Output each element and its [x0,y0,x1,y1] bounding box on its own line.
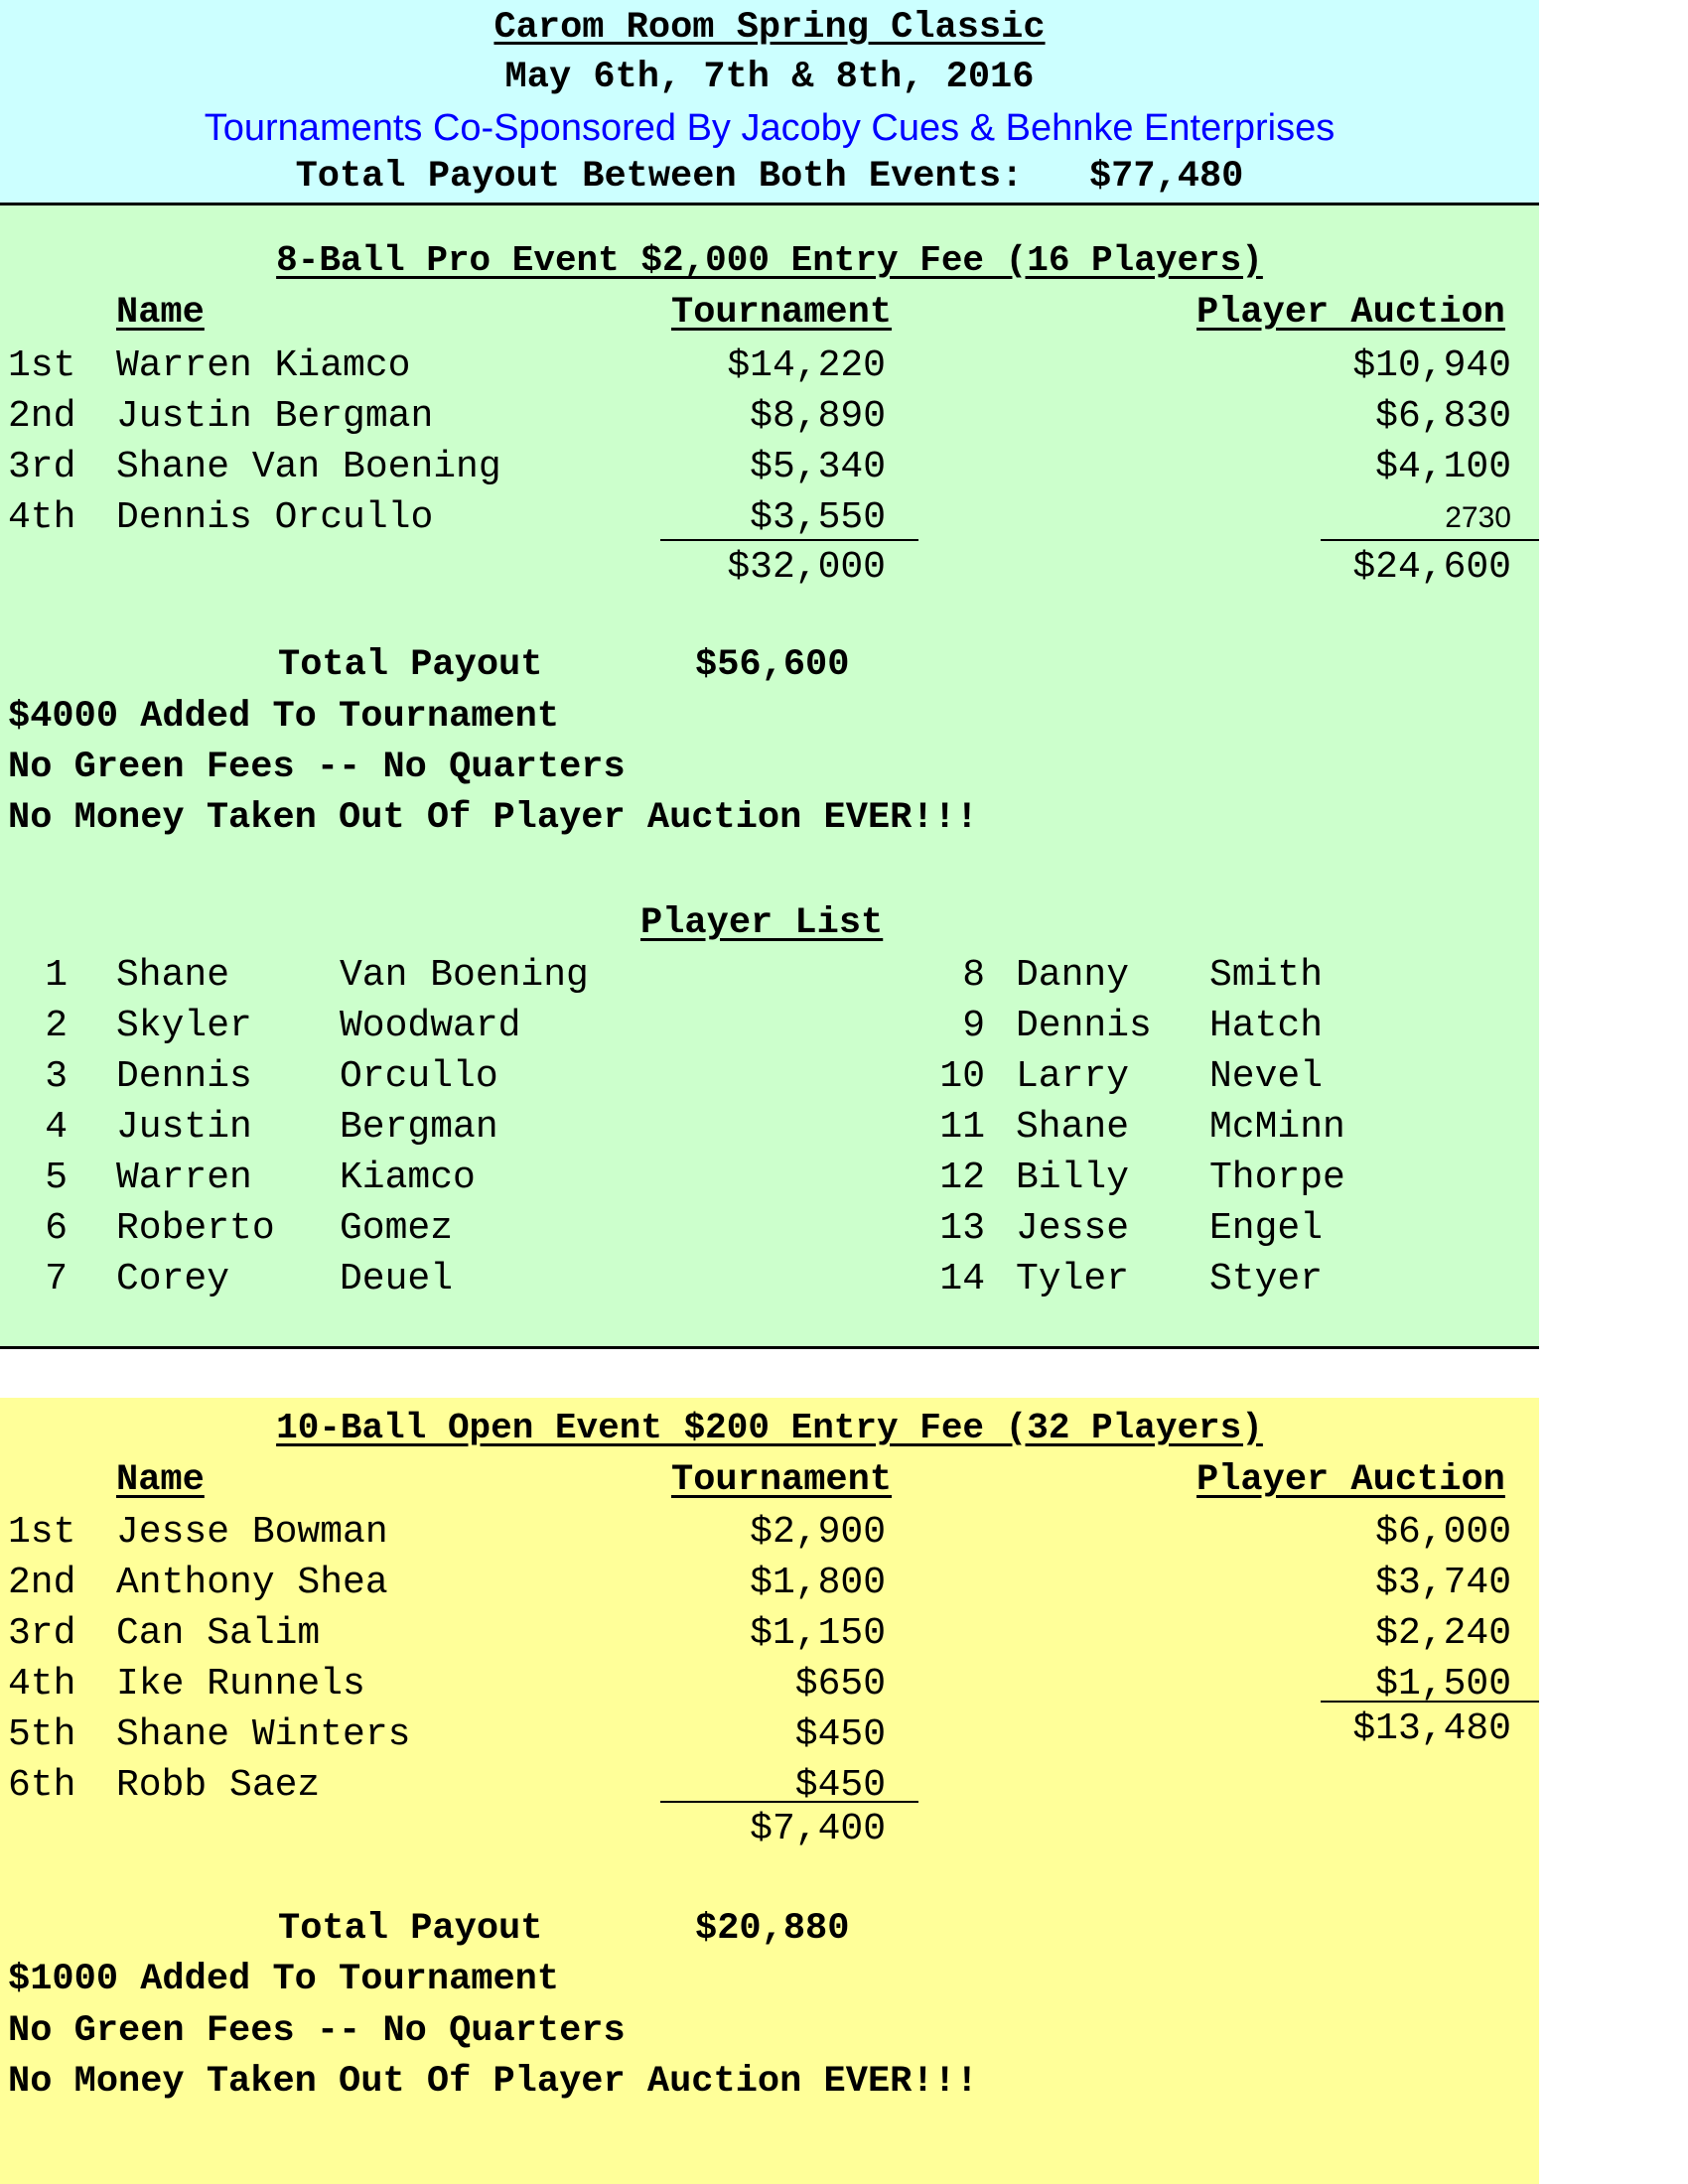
result-place: 3rd [8,1612,76,1655]
note-auction: No Money Taken Out Of Player Auction EVER!!! [8,2061,978,2103]
player-number: 13 [939,1207,985,1250]
total-payout-label: Total Payout [278,644,543,686]
player-last-name: Smith [1209,954,1324,997]
player-number: 1 [45,954,68,997]
auction-total: $13,480 [1352,1707,1511,1750]
player-last-name: Thorpe [1209,1157,1345,1199]
result-tournament: $1,150 [750,1612,886,1655]
player-number: 10 [939,1055,985,1098]
result-place: 3rd [8,446,76,488]
result-tournament: $8,890 [750,395,886,438]
result-place: 1st [8,1511,76,1554]
result-place: 1st [8,344,76,387]
player-last-name: Woodward [340,1005,521,1047]
note-auction: No Money Taken Out Of Player Auction EVER!!! [8,797,978,839]
player-last-name: Engel [1209,1207,1324,1250]
total-payout-value: $20,880 [695,1908,850,1950]
result-name: Justin Bergman [116,395,434,438]
player-number: 12 [939,1157,985,1199]
player-first-name: Jesse [1016,1207,1130,1250]
total-payout-value: $56,600 [695,644,850,686]
result-auction: $6,830 [1375,395,1511,438]
player-first-name: Dennis [116,1055,252,1098]
result-tournament: $2,900 [750,1511,886,1554]
ten-ball-title: 10-Ball Open Event $200 Entry Fee (32 Players) [276,1408,1263,1448]
sponsor-line: Tournaments Co-Sponsored By Jacoby Cues & Behnke Enterprises [204,107,1336,149]
result-tournament: $1,800 [750,1562,886,1604]
result-place: 5th [8,1713,76,1756]
player-first-name: Justin [116,1106,252,1149]
note-added: $4000 Added To Tournament [8,696,560,738]
player-first-name: Dennis [1016,1005,1152,1047]
player-last-name: Deuel [340,1258,454,1300]
player-last-name: Styer [1209,1258,1324,1300]
player-first-name: Shane [1016,1106,1130,1149]
player-number: 7 [45,1258,68,1300]
result-auction: $1,500 [1375,1663,1511,1706]
player-list-title: Player List [640,902,884,944]
note-added: $1000 Added To Tournament [8,1959,560,2000]
player-number: 9 [962,1005,985,1047]
player-last-name: Van Boening [340,954,589,997]
player-first-name: Shane [116,954,230,997]
result-name: Ike Runnels [116,1663,365,1706]
result-tournament: $450 [794,1764,886,1807]
player-first-name: Larry [1016,1055,1130,1098]
result-auction: $3,740 [1375,1562,1511,1604]
player-first-name: Danny [1016,954,1130,997]
col-header-tournament: Tournament [671,1459,893,1501]
result-auction: $10,940 [1352,344,1511,387]
auction-sum-rule [1321,1701,1539,1703]
eight-ball-title: 8-Ball Pro Event $2,000 Entry Fee (16 Players) [276,240,1263,281]
tournament-total: $32,000 [727,546,886,589]
player-last-name: Orcullo [340,1055,498,1098]
col-header-tournament: Tournament [671,292,893,334]
header-banner [0,0,1539,205]
player-first-name: Tyler [1016,1258,1130,1300]
event-dates: May 6th, 7th & 8th, 2016 [504,57,1035,98]
grand-total-label: Total Payout Between Both Events: [295,156,1024,198]
player-number: 5 [45,1157,68,1199]
result-auction: $4,100 [1375,446,1511,488]
player-number: 11 [939,1106,985,1149]
player-number: 4 [45,1106,68,1149]
player-first-name: Skyler [116,1005,252,1047]
player-last-name: Bergman [340,1106,498,1149]
player-last-name: Hatch [1209,1005,1324,1047]
auction-sum-rule [1321,539,1539,541]
col-header-auction: Player Auction [1196,292,1505,334]
tournament-sum-rule [660,539,918,541]
result-tournament: $450 [794,1713,886,1756]
result-name: Can Salim [116,1612,321,1655]
player-number: 2 [45,1005,68,1047]
result-tournament: $650 [794,1663,886,1706]
result-tournament: $5,340 [750,446,886,488]
result-place: 4th [8,496,76,539]
total-payout-label: Total Payout [278,1908,543,1950]
player-first-name: Roberto [116,1207,275,1250]
result-place: 2nd [8,395,76,438]
grand-total-line [0,156,1539,198]
col-header-name: Name [116,1459,205,1501]
result-auction: 2730 [1445,501,1511,534]
player-last-name: Nevel [1209,1055,1324,1098]
note-green-fees: No Green Fees -- No Quarters [8,2010,626,2052]
player-number: 3 [45,1055,68,1098]
result-place: 4th [8,1663,76,1706]
player-last-name: Gomez [340,1207,454,1250]
auction-total: $24,600 [1352,546,1511,589]
player-number: 6 [45,1207,68,1250]
player-last-name: McMinn [1209,1106,1345,1149]
ten-ball-section [0,1398,1539,2184]
result-auction: $2,240 [1375,1612,1511,1655]
event-title: Carom Room Spring Classic [493,7,1046,49]
result-auction: $6,000 [1375,1511,1511,1554]
col-header-name: Name [116,292,205,334]
grand-total-value: $77,480 [1088,156,1244,198]
result-name: Dennis Orcullo [116,496,434,539]
player-first-name: Corey [116,1258,230,1300]
result-name: Shane Winters [116,1713,411,1756]
tournament-sum-rule [660,1801,918,1803]
result-tournament: $14,220 [727,344,886,387]
result-name: Shane Van Boening [116,446,501,488]
result-name: Jesse Bowman [116,1511,388,1554]
result-tournament: $3,550 [750,496,886,539]
result-name: Anthony Shea [116,1562,388,1604]
result-name: Robb Saez [116,1764,321,1807]
eight-ball-section [0,205,1539,1349]
player-last-name: Kiamco [340,1157,476,1199]
player-first-name: Warren [116,1157,252,1199]
tournament-total: $7,400 [750,1808,886,1850]
player-number: 14 [939,1258,985,1300]
col-header-auction: Player Auction [1196,1459,1505,1501]
player-number: 8 [962,954,985,997]
note-green-fees: No Green Fees -- No Quarters [8,747,626,788]
player-first-name: Billy [1016,1157,1130,1199]
result-place: 6th [8,1764,76,1807]
result-place: 2nd [8,1562,76,1604]
result-name: Warren Kiamco [116,344,411,387]
